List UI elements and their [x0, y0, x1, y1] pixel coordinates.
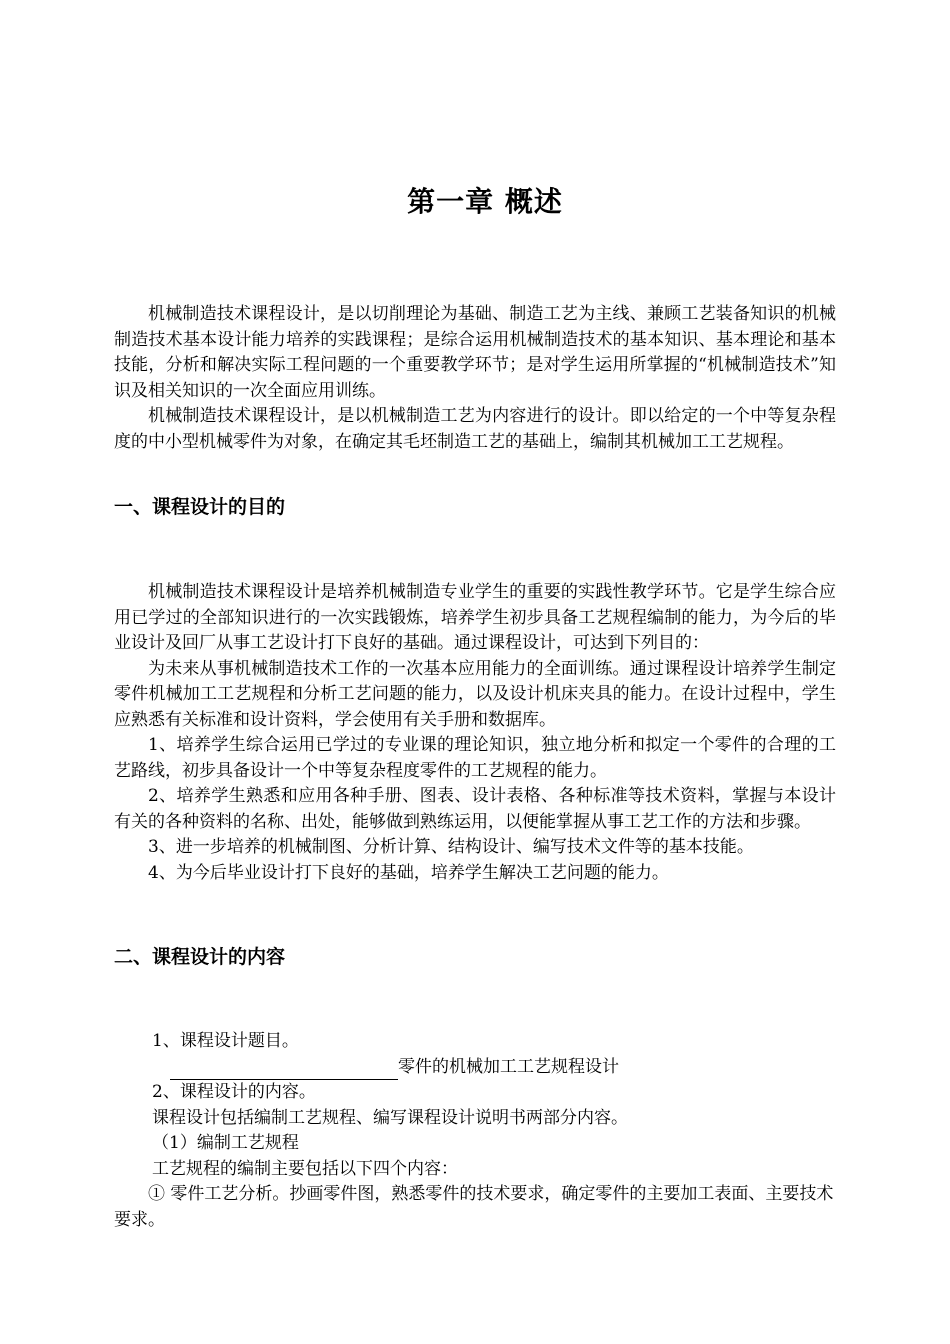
section1-paragraph: 2、培养学生熟悉和应用各种手册、图表、设计表格、各种标准等技术资料，掌握与本设计有关的各种资料的名称、出处，能够做到熟练运用，以便能掌握从事工艺工作的方法和步骤。 [114, 786, 836, 832]
section1-paragraph: 3、进一步培养的机械制图、分析计算、结构设计、编写技术文件等的基本技能。 [148, 837, 754, 857]
section1-paragraph: 1、培养学生综合运用已学过的专业课的理论知识，独立地分析和拟定一个零件的合理的工艺路线，初步具备设计一个中等复杂程度零件的工艺规程的能力。 [114, 735, 836, 781]
chapter-title: 第一章 概述 [407, 185, 563, 218]
intro-section [114, 302, 836, 455]
step-item: ① 零件工艺分析。抄画零件图，熟悉零件的技术要求，确定零件的主要加工表面、主要技术要求。 [114, 1184, 834, 1230]
section1-paragraph: 机械制造技术课程设计是培养机械制造专业学生的重要的实践性教学环节。它是学生综合应用已学过的全部知识进行的一次实践锻炼，培养学生初步具备工艺规程编制的能力，为今后的毕业设计及回厂从事工艺设计打下良好的基础。通过课程设计，可达到下列目的： [114, 582, 836, 653]
intro-paragraph: 机械制造技术课程设计，是以机械制造工艺为内容进行的设计。即以给定的一个中等复杂程度的中小型机械零件为对象，在确定其毛坯制造工艺的基础上，编制其机械加工工艺规程。 [114, 406, 836, 452]
section2-heading: 二、课程设计的内容 [114, 946, 286, 968]
topic-blank-field [170, 1061, 398, 1080]
section2-body [114, 1029, 836, 1233]
course-content-item: 2、课程设计的内容。 [152, 1082, 316, 1102]
course-topic-line [114, 1055, 836, 1081]
section1-heading: 一、课程设计的目的 [114, 496, 286, 518]
course-topic-item: 1、课程设计题目。 [152, 1031, 299, 1051]
topic-suffix: 零件的机械加工工艺规程设计 [398, 1056, 619, 1077]
section1-paragraph: 4、为今后毕业设计打下良好的基础，培养学生解决工艺问题的能力。 [148, 862, 669, 883]
intro-paragraph: 机械制造技术课程设计，是以切削理论为基础、制造工艺为主线、兼顾工艺装备知识的机械制造技术基本设计能力培养的实践课程；是综合运用机械制造技术的基本知识、基本理论和基本技能，分析和解决实际工程问题的一个重要教学环节；是对学生运用所掌握的“机械制造技术”知识及相关知识的一次全面应用训练。 [114, 304, 836, 401]
subsection-desc: 工艺规程的编制主要包括以下四个内容： [152, 1158, 458, 1179]
section1-body [114, 580, 836, 886]
subsection-heading: （1）编制工艺规程 [152, 1133, 299, 1153]
course-content-desc: 课程设计包括编制工艺规程、编写课程设计说明书两部分内容。 [152, 1107, 628, 1128]
section1-paragraph: 为未来从事机械制造技术工作的一次基本应用能力的全面训练。通过课程设计培养学生制定零件机械加工工艺规程和分析工艺问题的能力，以及设计机床夹具的能力。在设计过程中，学生应熟悉有关标准和设计资料，学会使用有关手册和数据库。 [114, 658, 836, 730]
